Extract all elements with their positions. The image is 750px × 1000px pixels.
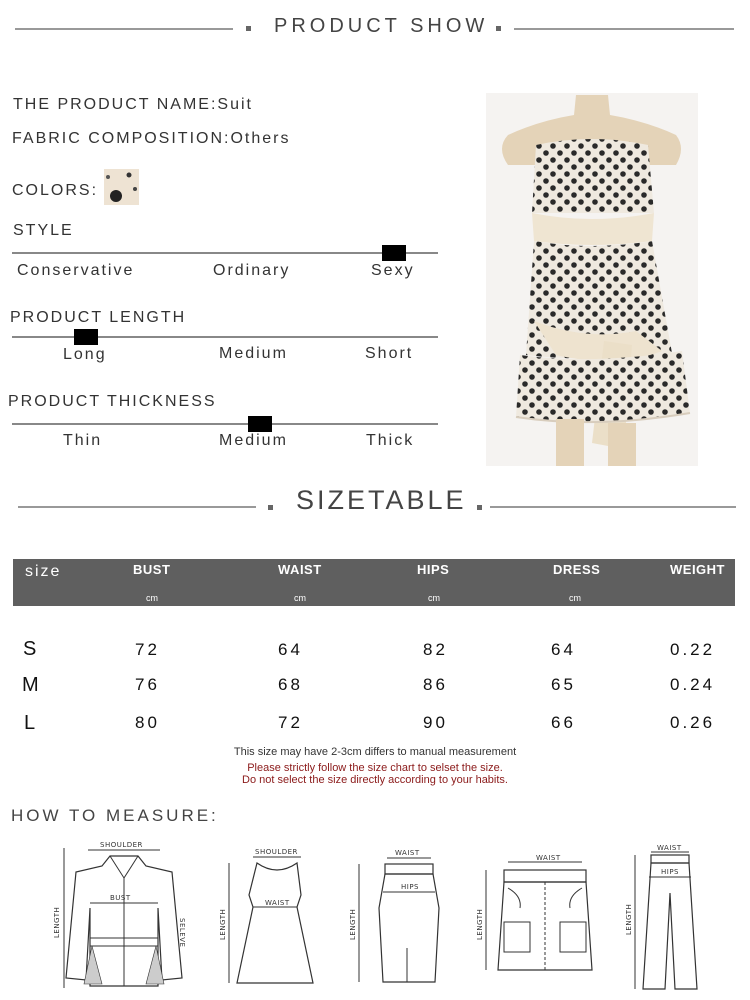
- waist-unit: cm: [294, 593, 306, 603]
- weight-value: 0.24: [670, 675, 716, 694]
- jacket-measure-diagram: [50, 838, 195, 993]
- size-note: This size may have 2-3cm differs to manual measurement: [233, 746, 517, 758]
- size-label: S: [23, 638, 37, 660]
- thickness-scale-line: [12, 423, 438, 425]
- waist-label: WAIST: [657, 844, 682, 852]
- fabric-label: FABRIC COMPOSITION:: [12, 130, 231, 147]
- sizetable-dot-right: [477, 505, 482, 510]
- hips-label: HIPS: [401, 883, 419, 891]
- page-title: PRODUCT SHOW: [274, 15, 489, 37]
- thickness-option-thick: Thick: [366, 432, 415, 449]
- size-warning-1: Please strictly follow the size chart to selset the size.: [247, 762, 503, 774]
- style-scale-line: [12, 252, 438, 254]
- length-option-medium: Medium: [219, 345, 288, 362]
- sizetable-line-right: [490, 506, 736, 508]
- length-option-long: Long: [63, 346, 107, 363]
- waist-column-header: WAIST: [278, 562, 322, 577]
- fabric-value: Others: [230, 130, 291, 147]
- dress-value: 65: [551, 675, 576, 694]
- dress-value: 66: [551, 713, 576, 732]
- thickness-option-thin: Thin: [63, 432, 103, 449]
- size-column-header: size: [25, 563, 62, 580]
- hips-unit: cm: [428, 593, 440, 603]
- bust-label: BUST: [110, 894, 131, 902]
- dress-column-header: DRESS: [553, 562, 601, 577]
- header-line-right: [514, 28, 734, 30]
- weight-value: 0.26: [670, 713, 716, 732]
- header-line-left: [15, 28, 233, 30]
- dress-value: 64: [551, 640, 576, 659]
- product-photo: [486, 93, 698, 466]
- length-label: LENGTH: [349, 908, 357, 940]
- style-option-sexy: Sexy: [371, 262, 415, 279]
- skirt-measure-diagram: [345, 848, 445, 990]
- header-dot-right: [496, 26, 501, 31]
- size-label: M: [22, 674, 39, 696]
- how-to-measure-title: HOW TO MEASURE:: [11, 806, 219, 825]
- weight-column-header: WEIGHT: [670, 562, 725, 577]
- hips-value: 90: [423, 713, 448, 732]
- header-dot-left: [246, 26, 251, 31]
- sleeve-label: SELEVE: [178, 918, 186, 948]
- product-name-label: THE PRODUCT NAME:: [13, 96, 218, 113]
- sizetable-line-left: [18, 506, 256, 508]
- pants-measure-diagram: [625, 843, 725, 993]
- weight-value: 0.22: [670, 640, 716, 659]
- bust-value: 72: [135, 640, 160, 659]
- shoulder-label: SHOULDER: [255, 848, 298, 856]
- length-selected-marker: [74, 329, 98, 345]
- colors-label: COLORS:: [12, 182, 99, 199]
- length-label: LENGTH: [219, 908, 227, 940]
- hips-column-header: HIPS: [417, 562, 450, 577]
- length-label: LENGTH: [476, 908, 484, 940]
- size-label: L: [24, 712, 36, 734]
- mini-skirt-measure-diagram: [474, 852, 614, 982]
- thickness-title: PRODUCT THICKNESS: [8, 393, 217, 410]
- sizetable-dot-left: [268, 505, 273, 510]
- length-option-short: Short: [365, 345, 414, 362]
- length-label: LENGTH: [625, 903, 633, 935]
- waist-label: WAIST: [265, 899, 290, 907]
- length-title: PRODUCT LENGTH: [10, 309, 187, 326]
- bust-value: 76: [135, 675, 160, 694]
- dress-mannequin-image: [486, 93, 698, 466]
- waist-value: 68: [278, 675, 303, 694]
- style-title: STYLE: [13, 222, 74, 239]
- hips-value: 82: [423, 640, 448, 659]
- color-swatch[interactable]: [104, 169, 139, 205]
- style-option-conservative: Conservative: [17, 262, 135, 279]
- thickness-option-medium: Medium: [219, 432, 288, 449]
- fabric-composition: [12, 130, 290, 148]
- hips-value: 86: [423, 675, 448, 694]
- dress-measure-diagram: [215, 845, 315, 990]
- length-label: LENGTH: [53, 906, 61, 938]
- sizetable-title: SIZETABLE: [296, 485, 467, 515]
- waist-value: 64: [278, 640, 303, 659]
- waist-label: WAIST: [536, 854, 561, 862]
- product-name-value: Suit: [217, 96, 253, 113]
- product-name: [13, 96, 253, 114]
- shoulder-label: SHOULDER: [100, 841, 143, 849]
- bust-column-header: BUST: [133, 562, 171, 577]
- hips-label: HIPS: [661, 868, 679, 876]
- waist-label: WAIST: [395, 849, 420, 857]
- bust-unit: cm: [146, 593, 158, 603]
- size-table-header: [13, 559, 735, 606]
- bust-value: 80: [135, 713, 160, 732]
- polka-dot-swatch-icon: [104, 169, 139, 205]
- dress-unit: cm: [569, 593, 581, 603]
- style-selected-marker: [382, 245, 406, 261]
- waist-value: 72: [278, 713, 303, 732]
- thickness-selected-marker: [248, 416, 272, 432]
- size-warning-2: Do not select the size directly according to your habits.: [242, 774, 508, 786]
- style-option-ordinary: Ordinary: [213, 262, 291, 279]
